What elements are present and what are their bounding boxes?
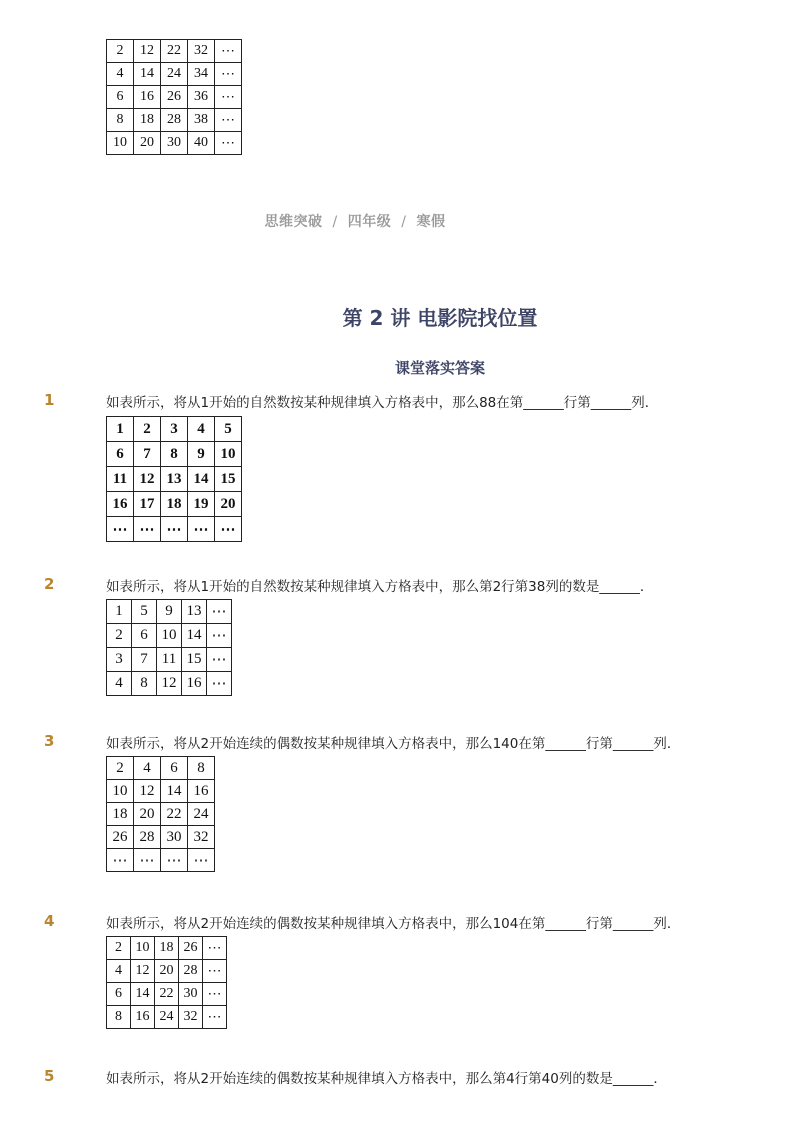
table-row: [107, 86, 242, 109]
table-cell: 12: [131, 960, 155, 983]
table-cell: 12: [134, 467, 161, 492]
table-row: [107, 442, 242, 467]
table-cell: 7: [132, 648, 157, 672]
table-cell: 18: [107, 803, 134, 826]
table-cell: 11: [107, 467, 134, 492]
lecture-subtitle: 课堂落实答案: [394, 359, 485, 377]
table-cell: 4: [188, 417, 215, 442]
table-row: [107, 624, 232, 648]
table-cell: 13: [161, 467, 188, 492]
table-cell: 5: [215, 417, 242, 442]
table-row: [107, 600, 232, 624]
table-cell: ⋯: [215, 517, 242, 542]
table-cell: 26: [161, 86, 188, 109]
table-row: [107, 40, 242, 63]
table-cell: 15: [215, 467, 242, 492]
table-row: [107, 757, 215, 780]
table-cell: 14: [182, 624, 207, 648]
question-1-text: 如表所示，将从1开始的自然数按某种规律填入方格表中，那么88在第______行第______列．: [106, 395, 659, 411]
question-3-text: 如表所示，将从2开始连续的偶数按某种规律填入方格表中，那么140在第______行第______列．: [106, 736, 681, 752]
table-cell: ⋯: [107, 517, 134, 542]
question-4-table: [106, 936, 227, 1029]
footer-grade: 四年级: [347, 214, 392, 230]
table-row: [107, 132, 242, 155]
table-cell: 16: [131, 1006, 155, 1029]
table-cell: 10: [107, 132, 134, 155]
table-cell: 20: [134, 803, 161, 826]
table-row: [107, 417, 242, 442]
table-row: [107, 517, 242, 542]
table-row: [107, 937, 227, 960]
table-cell: 16: [107, 492, 134, 517]
table-cell: 12: [134, 40, 161, 63]
table-row: [107, 672, 232, 696]
table-row: [107, 849, 215, 872]
table-cell: 8: [107, 109, 134, 132]
table-cell: 32: [188, 826, 215, 849]
table-cell: 2: [107, 40, 134, 63]
table-cell: ⋯: [203, 983, 227, 1006]
table-cell: 38: [188, 109, 215, 132]
table-cell: 2: [107, 757, 134, 780]
table-cell: 34: [188, 63, 215, 86]
table-cell: ⋯: [207, 600, 232, 624]
page-footer: [0, 211, 710, 231]
table-cell: 9: [188, 442, 215, 467]
table-cell: 16: [134, 86, 161, 109]
table-cell: 19: [188, 492, 215, 517]
table-cell: 32: [179, 1006, 203, 1029]
table-cell: ⋯: [203, 960, 227, 983]
previous-page-number-table: [106, 39, 242, 155]
table-cell: 6: [161, 757, 188, 780]
table-cell: ⋯: [203, 937, 227, 960]
table-cell: 20: [215, 492, 242, 517]
table-cell: ⋯: [207, 648, 232, 672]
table-cell: 4: [134, 757, 161, 780]
table-cell: 14: [161, 780, 188, 803]
table-cell: ⋯: [161, 517, 188, 542]
table-cell: 4: [107, 63, 134, 86]
lecture-title: 第 2 讲 电影院找位置: [342, 306, 538, 330]
table-cell: 36: [188, 86, 215, 109]
table-cell: ⋯: [215, 86, 242, 109]
footer-separator: /: [401, 214, 407, 230]
table-cell: 24: [155, 1006, 179, 1029]
table-cell: 6: [107, 86, 134, 109]
table-cell: 12: [134, 780, 161, 803]
table-cell: 6: [107, 442, 134, 467]
table-cell: 28: [161, 109, 188, 132]
table-cell: ⋯: [215, 40, 242, 63]
table-cell: 7: [134, 442, 161, 467]
table-cell: 17: [134, 492, 161, 517]
question-4-text: 如表所示，将从2开始连续的偶数按某种规律填入方格表中，那么104在第______行第______列．: [106, 916, 681, 932]
table-cell: 8: [161, 442, 188, 467]
table-cell: 18: [155, 937, 179, 960]
table-row: [107, 983, 227, 1006]
table-cell: 2: [134, 417, 161, 442]
table-cell: 8: [188, 757, 215, 780]
question-5-number: 5: [44, 1067, 55, 1085]
table-cell: 9: [157, 600, 182, 624]
table-cell: ⋯: [188, 517, 215, 542]
table-cell: ⋯: [215, 132, 242, 155]
table-cell: 3: [107, 648, 132, 672]
table-cell: 10: [107, 780, 134, 803]
table-cell: 28: [134, 826, 161, 849]
table-row: [107, 780, 215, 803]
table-cell: 8: [132, 672, 157, 696]
question-4-number: 4: [44, 912, 55, 930]
table-cell: 13: [182, 600, 207, 624]
question-1-table: [106, 416, 242, 542]
table-cell: 8: [107, 1006, 131, 1029]
question-2-number: 2: [44, 575, 55, 593]
table-cell: ⋯: [207, 624, 232, 648]
question-5-text: 如表所示，将从2开始连续的偶数按某种规律填入方格表中，那么第4行第40列的数是______．: [106, 1071, 667, 1087]
table-row: [107, 63, 242, 86]
table-cell: ⋯: [215, 63, 242, 86]
table-cell: 10: [215, 442, 242, 467]
table-cell: ⋯: [161, 849, 188, 872]
table-cell: ⋯: [107, 849, 134, 872]
table-cell: 40: [188, 132, 215, 155]
question-2-table: [106, 599, 232, 696]
table-cell: 32: [188, 40, 215, 63]
table-cell: 30: [161, 826, 188, 849]
table-row: [107, 1006, 227, 1029]
table-cell: 1: [107, 600, 132, 624]
table-cell: 15: [182, 648, 207, 672]
table-cell: 4: [107, 672, 132, 696]
footer-series: 思维突破: [264, 214, 323, 230]
table-row: [107, 960, 227, 983]
table-cell: ⋯: [203, 1006, 227, 1029]
table-cell: ⋯: [134, 849, 161, 872]
table-cell: 24: [161, 63, 188, 86]
table-cell: 2: [107, 624, 132, 648]
table-cell: 11: [157, 648, 182, 672]
table-cell: ⋯: [134, 517, 161, 542]
table-cell: 6: [107, 983, 131, 1006]
table-row: [107, 648, 232, 672]
question-2-text: 如表所示，将从1开始的自然数按某种规律填入方格表中，那么第2行第38列的数是______．: [106, 579, 654, 595]
table-cell: 22: [161, 803, 188, 826]
table-cell: ⋯: [215, 109, 242, 132]
table-cell: 26: [179, 937, 203, 960]
table-cell: 5: [132, 600, 157, 624]
table-row: [107, 803, 215, 826]
question-3-number: 3: [44, 732, 55, 750]
table-cell: 30: [161, 132, 188, 155]
footer-separator: /: [332, 214, 338, 230]
table-cell: 28: [179, 960, 203, 983]
table-cell: 20: [155, 960, 179, 983]
table-cell: 10: [131, 937, 155, 960]
table-cell: 16: [188, 780, 215, 803]
table-cell: 18: [134, 109, 161, 132]
table-cell: 2: [107, 937, 131, 960]
footer-term: 寒假: [416, 214, 446, 230]
table-row: [107, 826, 215, 849]
table-cell: 30: [179, 983, 203, 1006]
table-cell: ⋯: [188, 849, 215, 872]
table-cell: 14: [188, 467, 215, 492]
table-row: [107, 109, 242, 132]
question-1-number: 1: [44, 391, 55, 409]
table-cell: 22: [161, 40, 188, 63]
question-3-table: [106, 756, 215, 872]
table-cell: 20: [134, 132, 161, 155]
table-cell: ⋯: [207, 672, 232, 696]
table-cell: 22: [155, 983, 179, 1006]
table-cell: 26: [107, 826, 134, 849]
table-row: [107, 467, 242, 492]
table-cell: 3: [161, 417, 188, 442]
table-cell: 18: [161, 492, 188, 517]
table-row: [107, 492, 242, 517]
table-cell: 14: [134, 63, 161, 86]
table-cell: 14: [131, 983, 155, 1006]
table-cell: 24: [188, 803, 215, 826]
table-cell: 10: [157, 624, 182, 648]
table-cell: 6: [132, 624, 157, 648]
table-cell: 4: [107, 960, 131, 983]
table-cell: 1: [107, 417, 134, 442]
table-cell: 12: [157, 672, 182, 696]
table-cell: 16: [182, 672, 207, 696]
